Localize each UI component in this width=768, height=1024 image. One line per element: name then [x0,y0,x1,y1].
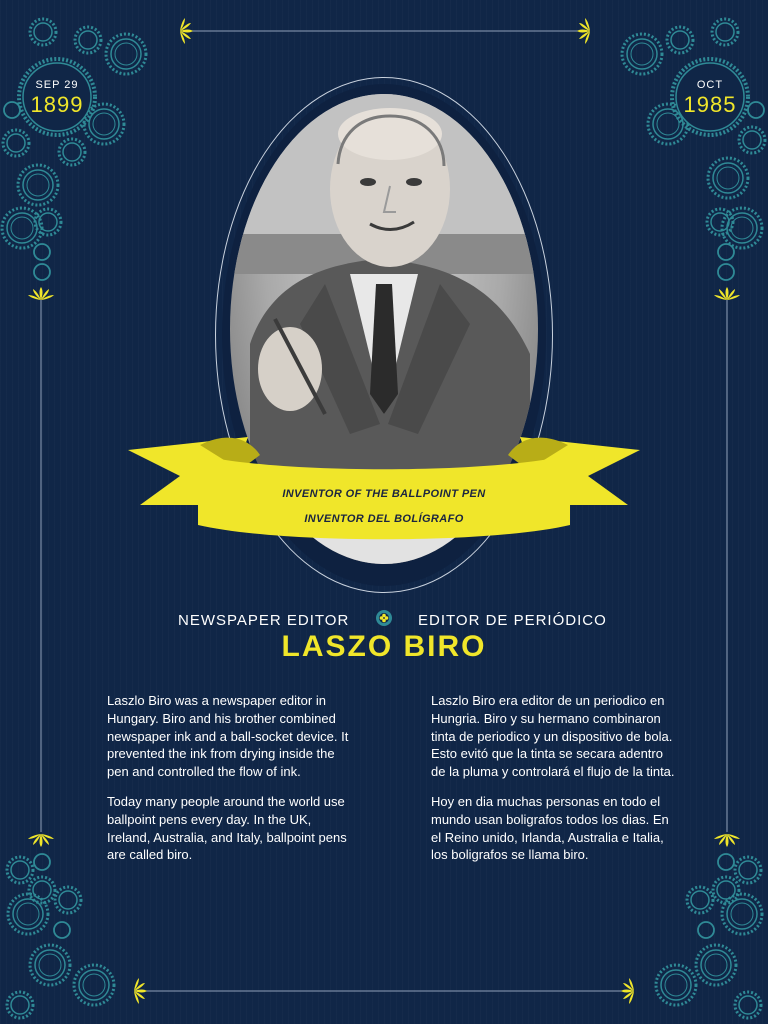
death-year: 1985 [683,92,737,117]
birth-month: SEP 29 [35,79,79,91]
bio-english-paragraph-2: Today many people around the world use ballpoint pens every day. In the UK, Ireland, Australia, and Italy, ballpoint pens are called biro. [107,793,347,863]
role-english: NEWSPAPER EDITOR [178,612,350,629]
birth-year: 1899 [30,92,84,117]
bio-english-paragraph-1: Laszlo Biro was a newspaper editor in Hungary. Biro and his brother combined newspaper ink and a ball-socket device. It prevented the ink from drying inside the pen and controlled the flow of ink. [107,693,349,780]
bio-spanish [431,692,681,876]
role-spanish: EDITOR DE PERIÓDICO [418,612,607,629]
banner-line-spanish: INVENTOR DEL BOLÍGRAFO [304,513,464,525]
bio-spanish-paragraph-1: Laszlo Biro era editor de un periodico en Hungria. Biro y su hermano combinaron tinta de periodico y un dispositivo de bola. Esto evitó que la tinta se secara adentro de la pluma y controlará el flujo de la tinta. [431,693,675,780]
bio-english [107,692,357,876]
death-month: OCT [696,79,724,91]
person-name: LASZO BIRO [281,630,487,663]
bio-spanish-paragraph-2: Hoy en dia muchas personas en todo el mundo usan boligrafos todos los dias. En el Reino unido, Irlanda, Australia e Italia, los boligrafos se llama biro. [431,793,669,863]
clover-icon [375,609,393,627]
banner-line-english: INVENTOR OF THE BALLPOINT PEN [282,488,486,500]
